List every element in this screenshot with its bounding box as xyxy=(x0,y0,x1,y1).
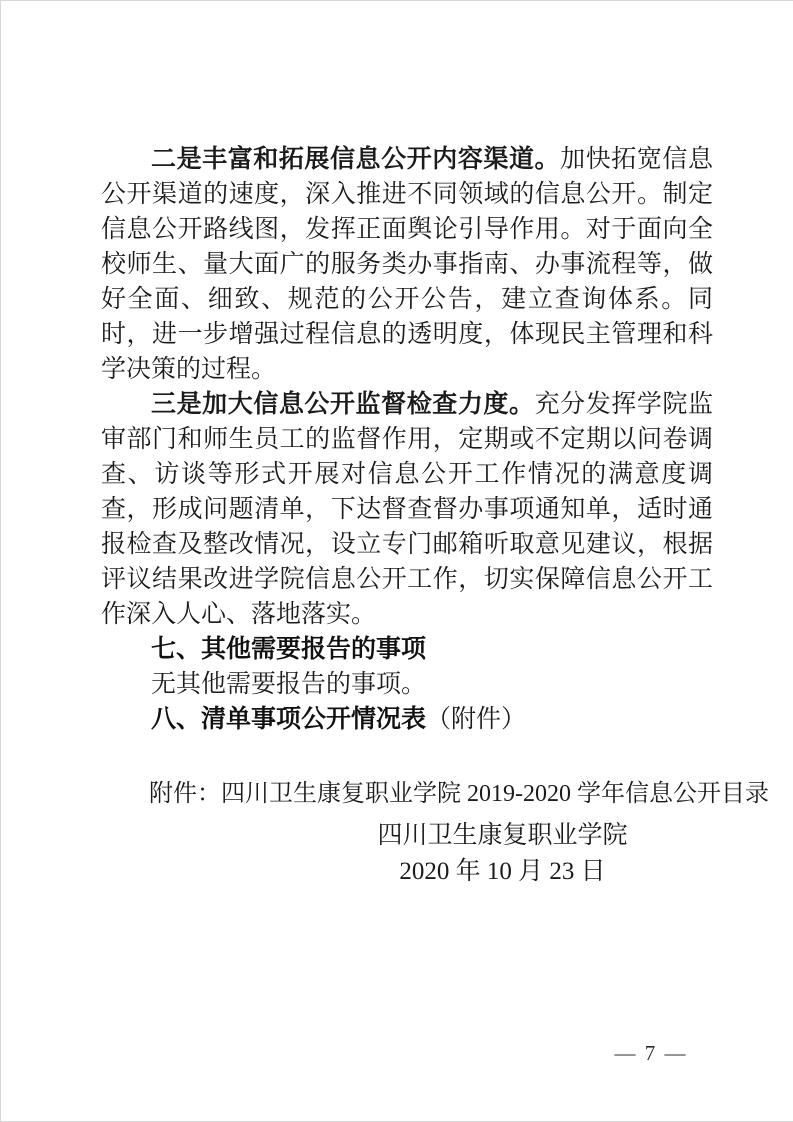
page-number: — 7 — xyxy=(614,1041,688,1065)
signature-organization: 四川卫生康复职业学院 xyxy=(377,822,628,849)
section-7-body: 无其他需要报告的事项。 xyxy=(151,671,427,698)
paragraph-text: 充分发挥学院监审部门和师生员工的监督作用，定期或不定期以问卷调查、访谈等形式开展对信息公开工作情况的满意度调查，形成问题清单，下达督查督办事项通知单，适时通报检查及整改情况，设立专门邮箱听取意见建议，根据评议结果改进学院信息公开工作，切实保障信息公开工作深入人心、落地落实。 xyxy=(101,391,713,628)
document-body xyxy=(101,142,769,812)
paragraph-bold-lead: 三是加大信息公开监督检查力度。 xyxy=(151,391,535,418)
paragraph-bold-lead: 二是丰富和拓展信息公开内容渠道。 xyxy=(151,146,561,173)
heading-section-8 xyxy=(101,702,713,737)
heading-section-8-suffix: （附件） xyxy=(426,706,527,733)
paragraph-text: 加快拓宽信息公开渠道的速度，深入推进不同领域的信息公开。制定信息公开路线图，发挥正面舆论引导作用。对于面向全校师生、量大面广的服务类办事指南、办事流程等，做好全面、细致、规范的公开公告，建立查询体系。同时，进一步增强过程信息的透明度，体现民主管理和科学决策的过程。 xyxy=(101,146,713,383)
heading-section-7: 七、其他需要报告的事项 xyxy=(151,635,427,663)
attachment-reference-line: 附件：四川卫生康复职业学院 2019-2020 学年信息公开目录 xyxy=(149,781,769,807)
signature-block xyxy=(211,818,793,890)
heading-section-8-text: 八、清单事项公开情况表 xyxy=(151,705,427,733)
paragraph-supervision xyxy=(101,387,713,632)
paragraph-info-channels xyxy=(101,142,713,387)
signature-date: 2020 年 10 月 23 日 xyxy=(399,858,606,885)
